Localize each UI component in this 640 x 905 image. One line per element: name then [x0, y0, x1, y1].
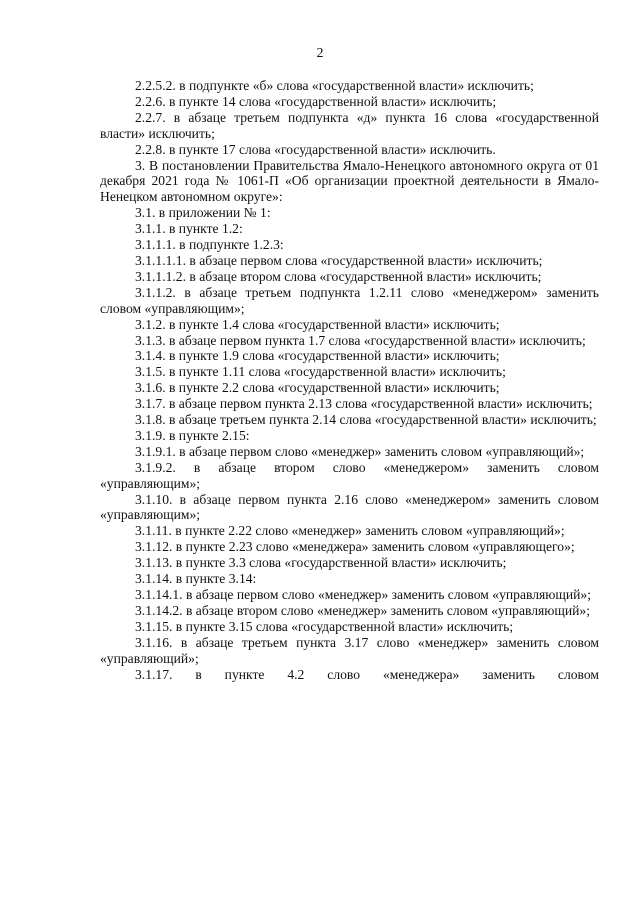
- paragraph: 3.1.1.1.1. в абзаце первом слова «государственной власти» исключить;: [135, 252, 543, 268]
- paragraph: 3.1.2. в пункте 1.4 слова «государственной власти» исключить;: [135, 316, 500, 332]
- paragraph: 2.2.7. в абзаце третьем подпункта «д» пункта 16 слова «государственной власти» исключить;: [100, 109, 599, 141]
- document-body: [100, 78, 599, 682]
- paragraph: 3.1.16. в абзаце третьем пункта 3.17 слово «менеджер» заменить словом «управляющий»;: [100, 634, 599, 666]
- paragraph: 3. В постановлении Правительства Ямало-Ненецкого автономного округа от 01 декабря 2021 года № 1061-П «Об организации проектной деятельности в Ямало-Ненецком автономном округе»:: [100, 157, 599, 205]
- paragraph: 3.1.8. в абзаце третьем пункта 2.14 слова «государственной власти» исключить;: [135, 412, 597, 428]
- paragraph: 3.1.9. в пункте 2.15:: [135, 427, 250, 443]
- paragraph: 3.1.11. в пункте 2.22 слово «менеджер» заменить словом «управляющий»;: [135, 523, 565, 539]
- paragraph: 3.1.1.1.2. в абзаце втором слова «государственной власти» исключить;: [135, 268, 542, 284]
- paragraph: 3.1.13. в пункте 3.3 слова «государственной власти» исключить;: [135, 555, 507, 571]
- paragraph: 2.2.5.2. в подпункте «б» слова «государственной власти» исключить;: [135, 78, 534, 93]
- paragraph: 3.1. в приложении № 1:: [135, 205, 271, 221]
- paragraph: 3.1.10. в абзаце первом пункта 2.16 слово «менеджером» заменить словом «управляющим»;: [100, 491, 599, 523]
- paragraph: 3.1.9.1. в абзаце первом слово «менеджер» заменить словом «управляющий»;: [135, 443, 585, 459]
- paragraph: 3.1.1.1. в подпункте 1.2.3:: [135, 237, 284, 253]
- paragraph: 3.1.5. в пункте 1.11 слова «государственной власти» исключить;: [135, 364, 506, 380]
- paragraph: 2.2.8. в пункте 17 слова «государственной власти» исключить.: [135, 141, 496, 157]
- paragraph: 3.1.6. в пункте 2.2 слова «государственной власти» исключить;: [135, 380, 500, 396]
- paragraph: 3.1.1.2. в абзаце третьем подпункта 1.2.11 слово «менеджером» заменить словом «управляющим»;: [100, 284, 599, 316]
- paragraph: 3.1.14.2. в абзаце втором слово «менеджер» заменить словом «управляющий»;: [135, 602, 591, 618]
- paragraph: 3.1.17. в пункте 4.2 слово «менеджера» заменить словом: [135, 666, 599, 682]
- paragraph: 3.1.12. в пункте 2.23 слово «менеджера» заменить словом «управляющего»;: [135, 539, 575, 555]
- paragraph: 3.1.9.2. в абзаце втором слово «менеджером» заменить словом «управляющим»;: [100, 459, 599, 491]
- paragraph: 3.1.7. в абзаце первом пункта 2.13 слова «государственной власти» исключить;: [135, 396, 593, 412]
- page-number: 2: [316, 46, 324, 61]
- paragraph: 3.1.14. в пункте 3.14:: [135, 571, 257, 587]
- paragraph: 3.1.3. в абзаце первом пункта 1.7 слова «государственной власти» исключить;: [135, 332, 586, 348]
- paragraph: 3.1.1. в пункте 1.2:: [135, 221, 243, 237]
- paragraph: 2.2.6. в пункте 14 слова «государственной власти» исключить;: [135, 93, 497, 109]
- paragraph: 3.1.15. в пункте 3.15 слова «государственной власти» исключить;: [135, 618, 514, 634]
- paragraph: 3.1.14.1. в абзаце первом слово «менеджер» заменить словом «управляющий»;: [135, 587, 592, 602]
- paragraph: 3.1.4. в пункте 1.9 слова «государственной власти» исключить;: [135, 348, 500, 364]
